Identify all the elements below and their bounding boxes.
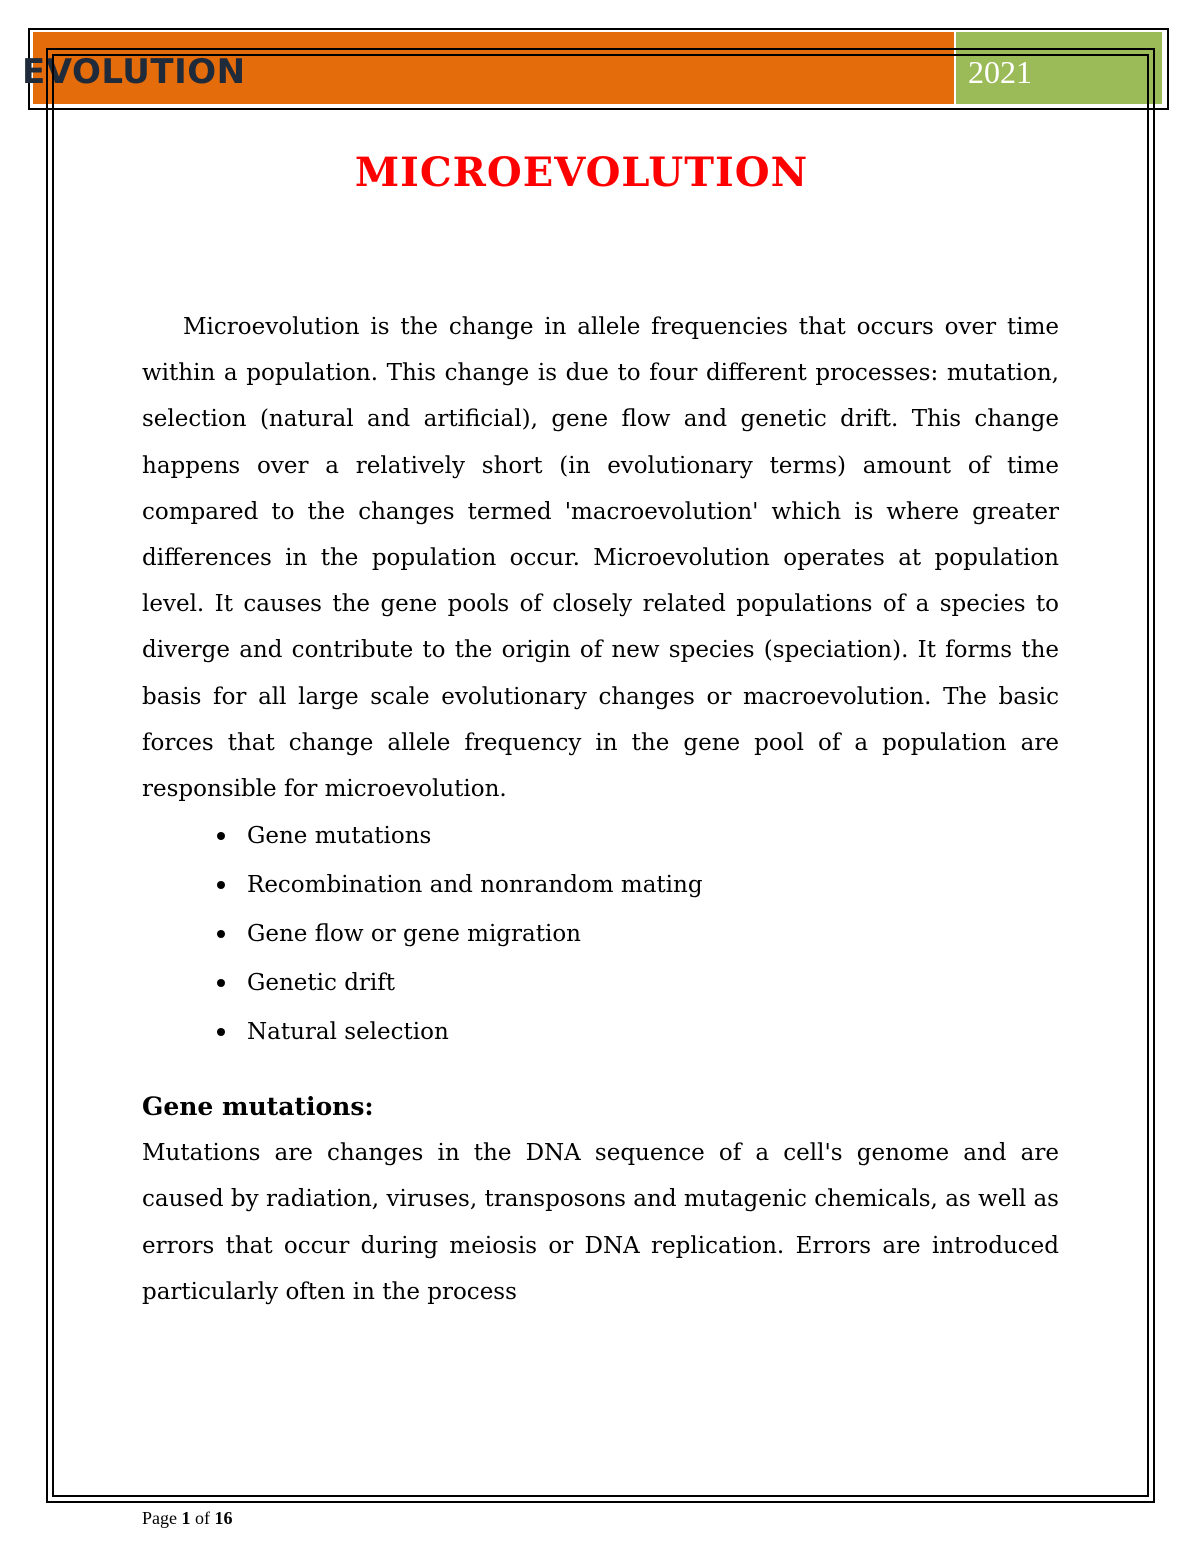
forces-list	[142, 812, 1059, 1057]
header-title: EVOLUTION	[22, 52, 246, 92]
bullet-icon	[217, 979, 225, 987]
list-item	[142, 812, 1059, 861]
header-year: 2021	[968, 54, 1032, 90]
list-item-text: Genetic drift	[247, 970, 396, 997]
bullet-icon	[217, 930, 225, 938]
page-label: Page	[142, 1508, 177, 1528]
list-item-text: Recombination and nonrandom mating	[247, 872, 703, 899]
section-paragraph: Mutations are changes in the DNA sequence of a cell's genome and are caused by radiation, viruses, transposons and mutagenic chemicals, as well as errors that occur during meiosis or DNA replication. Errors are introduced particularly often in the process	[142, 1140, 1059, 1305]
list-item	[142, 1008, 1059, 1057]
page-footer	[142, 1506, 233, 1530]
list-item	[142, 910, 1059, 959]
document-body	[142, 304, 1059, 1315]
of-label: of	[195, 1508, 210, 1528]
page-total: 16	[214, 1508, 233, 1528]
bullet-icon	[217, 1028, 225, 1036]
list-item-text: Gene mutations	[247, 823, 432, 850]
list-item	[142, 861, 1059, 910]
list-item-text: Natural selection	[247, 1019, 449, 1046]
bullet-icon	[217, 881, 225, 889]
list-item-text: Gene flow or gene migration	[247, 921, 581, 948]
bullet-icon	[217, 832, 225, 840]
section-heading: Gene mutations:	[142, 1092, 374, 1122]
page-number: 1	[181, 1508, 191, 1528]
list-item	[142, 959, 1059, 1008]
intro-paragraph: Microevolution is the change in allele frequencies that occurs over time within a population. This change is due to four different processes: mutation, selection (natural and artificial), gene flow and genetic drift. This change happens over a relatively short (in evolutionary terms) amount of time compared to the changes termed 'macroevolution' which is where greater differences in the population occur. Microevolution operates at population level. It causes the gene pools of closely related populations of a species to diverge and contribute to the origin of new species (speciation). It forms the basis for all large scale evolutionary changes or macroevolution. The basic forces that change allele frequency in the gene pool of a population are responsible for microevolution.	[142, 314, 1059, 803]
document-title: MICROEVOLUTION	[354, 149, 809, 196]
